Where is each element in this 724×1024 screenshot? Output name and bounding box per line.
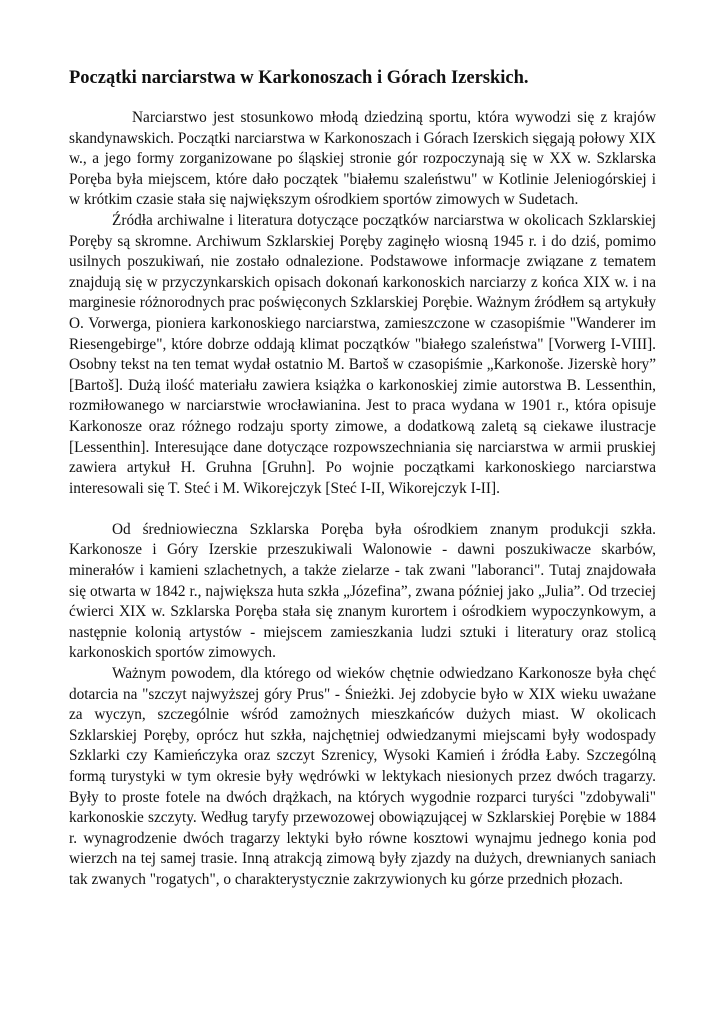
document-page <box>69 66 656 891</box>
paragraph-sources: Źródła archiwalne i literatura dotyczące początków narciarstwa w okolicach Szklarskiej Poręby są skromne. Archiwum Szklarskiej Poręby zaginęło wiosną 1945 r. i do dziś, pomimo usilnych poszukiwań, nie zostało odnalezione. Podstawowe informacje związane z tematem znajdują się w przyczynkarskich opisach dokonań karkonoskich narciarzy z końca XIX w. i na marginesie różnorodnych prac poświęconych Szklarskiej Porębie. Ważnym źródłem są artykuły O. Vorwerga, pioniera karkonoskiego narciarstwa, zamieszczone w czasopiśmie "Wanderer im Riesengebirge", które dobrze oddają klimat początków "białego szaleństwa" [Vorwerg I-VIII]. Osobny tekst na ten temat wydał ostatnio M. Bartoš w czasopiśmie „Karkonoše. Jizerskè hory” [Bartoš]. Dużą ilość materiału zawiera książka o karkonoskiej zimie autorstwa B. Lessenthin, rozmiłowanego w narciarstwie wrocławianina. Jest to praca wydana w 1901 r., która opisuje Karkonosze oraz różnego rodzaju sporty zimowe, a dodatkową zaletą są ciekawe ilustracje [Lessenthin]. Interesujące dane dotyczące rozpowszechniania się narciarstwa w armii pruskiej zawiera artykuł H. Gruhna [Gruhn]. Po wojnie początkami karkonoskiego narciarstwa interesowali się T. Steć i M. Wikorejczyk [Steć I-II, Wikorejczyk I-II]. <box>69 211 656 497</box>
paragraph-tourism: Ważnym powodem, dla którego od wieków chętnie odwiedzano Karkonosze była chęć dotarcia na "szczyt najwyższej góry Prus" - Śnieżki. Jej zdobycie było w XIX wieku uważane za wyczyn, szczególnie wśród zamożnych mieszkańców dużych miast. W okolicach Szklarskiej Poręby, oprócz hut szkła, najchętniej odwiedzanymi miejscami były wodospady Szklarki czy Kamieńczyka oraz szczyt Szrenicy, Wysoki Kamień i źródła Łaby. Szczególną formą turystyki w tym okresie były wędrówki w lektykach niesionych przez dwóch tragarzy. Były to proste fotele na dwóch drążkach, na których wygodnie rozparci turyści "zdobywali" karkonoskie szczyty. Według taryfy przewozowej obowiązującej w Szklarskiej Porębie w 1884 r. wynagrodzenie dwóch tragarzy lektyki było równe kosztowi wynajmu jednego konia pod wierzch na tej samej trasie. Inną atrakcją zimową były zjazdy na dużych, drewnianych saniach tak zwanych "rogatych", o charakterystycznie zakrzywionych ku górze przednich płozach. <box>69 665 656 888</box>
document-title: Początki narciarstwa w Karkonoszach i Górach Izerskich. <box>69 68 529 88</box>
paragraph-history: Od średniowieczna Szklarska Poręba była ośrodkiem znanym produkcji szkła. Karkonosze i Góry Izerskie przeszukiwali Walonowie - dawni poszukiwacze skarbów, minerałów i kamieni szlachetnych, a także zielarze - tak zwani "laboranci". Tutaj znajdowała się otwarta w 1842 r., największa huta szkła „Józefina”, zwana później jako „Julia”. Od trzeciej ćwierci XIX w. Szklarska Poręba stała się znanym kurortem i ośrodkiem wypoczynkowym, a następnie kolonią artystów - miejscem zamieszkania ludzi sztuki i literatury oraz stolicą karkonoskich sportów zimowych. <box>69 520 656 662</box>
paragraph-intro: Narciarstwo jest stosunkowo młodą dziedziną sportu, która wywodzi się z krajów skandynawskich. Początki narciarstwa w Karkonoszach i Górach Izerskich sięgają połowy XIX w., a jego formy zorganizowane po śląskiej stronie gór rozpoczynają się w XX w. Szklarska Poręba była miejscem, które dało początek "białemu szaleństwu" w Kotlinie Jeleniogórskiej i w krótkim czasie stała się największym ośrodkiem sportów zimowych w Sudetach. <box>69 109 656 209</box>
